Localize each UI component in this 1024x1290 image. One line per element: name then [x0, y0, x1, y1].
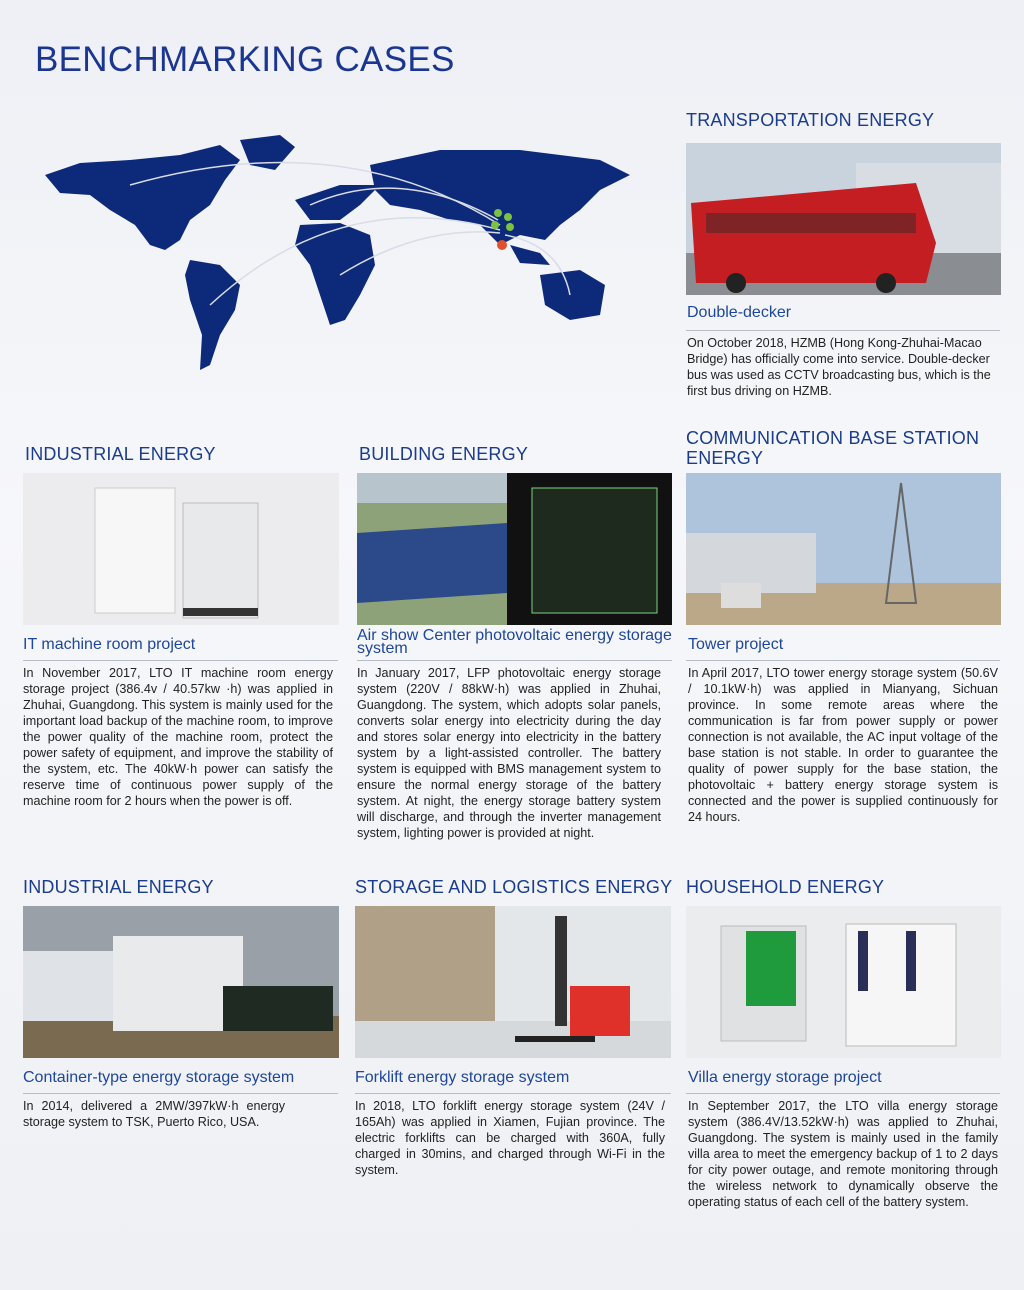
project-description: In September 2017, the LTO villa energy storage system (386.4V/13.52kW·h) was applied to Zhuhai, Guangdong. The system is mainly used in the family villa area to meet the emergency backup of 1 to 2 days for city power outage, and remote monitoring through the wireless network to dynamically observe the operating status of each cell of the battery system. — [688, 1099, 998, 1209]
project-title: Forklift energy storage system — [355, 1069, 570, 1086]
project-description: In November 2017, LTO IT machine room energy storage project (386.4v / 40.57kw ·h) was applied in Zhuhai, Guangdong. This system is mainly used for the important load backup of the machine room, to improve the power quality of the machine room, protect the power safety of equipment, and improve the stability of the system, etc. The 40kW·h power can satisfy the reserve time of continuous power supply of the machine room for 2 hours when the power is off. — [23, 666, 333, 808]
project-title: Container-type energy storage system — [23, 1069, 295, 1086]
project-title: IT machine room project — [23, 636, 196, 653]
project-description: In 2018, LTO forklift energy storage system (24V / 165Ah) was applied in Xiamen, Fujian province. The electric forklifts can be charged with 360A, fully charged in 30mins, and charged through Wi-Fi in the system. — [355, 1099, 665, 1177]
solar-panel-photo — [357, 473, 672, 625]
divider — [686, 660, 1000, 661]
container-photo — [23, 906, 339, 1058]
world-map — [40, 125, 640, 375]
project-description: In January 2017, LFP photovoltaic energy storage system (220V / 88kW·h) was applied in Zhuhai, Guangdong. The system, which adopts solar panels, converts solar energy into electricity during the day and stores solar energy into electricity in the battery system by a light-assisted controller. The battery system is equipped with BMS management system to ensure the normal energy storage of the battery system. At night, the energy storage battery system will discharge, and through the inverter management system, lighting power is provided at night. — [357, 666, 661, 840]
double-decker-bus-photo — [686, 143, 1001, 295]
villa-storage-photo — [686, 906, 1001, 1058]
project-title: Air show Center photovoltaic energy storage system — [357, 627, 672, 657]
project-description: On October 2018, HZMB (Hong Kong-Zhuhai-Macao Bridge) has officially come into service. Double-decker bus was used as CCTV broadcasting bus, which is the first bus driving on HZMB. — [687, 336, 991, 398]
project-title: Tower project — [688, 636, 784, 653]
project-title: Villa energy storage project — [688, 1069, 882, 1086]
divider — [23, 660, 338, 661]
divider — [686, 330, 1000, 331]
category-heading: HOUSEHOLD ENERGY — [686, 877, 885, 897]
page-title: BENCHMARKING CASES — [35, 40, 455, 79]
divider — [355, 1093, 671, 1094]
divider — [357, 660, 672, 661]
project-title: Double-decker — [687, 304, 792, 321]
category-heading: BUILDING ENERGY — [359, 444, 529, 464]
tower-photo — [686, 473, 1001, 625]
category-heading: STORAGE AND LOGISTICS ENERGY — [355, 877, 673, 897]
divider — [23, 1093, 338, 1094]
category-heading: INDUSTRIAL ENERGY — [23, 877, 214, 897]
category-heading: COMMUNICATION BASE STATION ENERGY — [686, 428, 980, 468]
project-description: In 2014, delivered a 2MW/397kW·h energy storage system to TSK, Puerto Rico, USA. — [23, 1099, 285, 1129]
project-description: In April 2017, LTO tower energy storage system (50.6V / 10.1kW·h) was applied in Mianyang, Sichuan province. In some remote areas where the communication is far from power supply or power connection is not available, the AC input voltage of the base station is not stable. In order to guarantee the quality of power supply for the base station, the photovoltaic + battery energy storage system is connected and the power is supplied continuously for 24 hours. — [688, 666, 998, 824]
it-cabinet-photo — [23, 473, 339, 625]
category-heading: TRANSPORTATION ENERGY — [686, 110, 935, 130]
divider — [686, 1093, 1000, 1094]
forklift-photo — [355, 906, 671, 1058]
category-heading: INDUSTRIAL ENERGY — [25, 444, 216, 464]
